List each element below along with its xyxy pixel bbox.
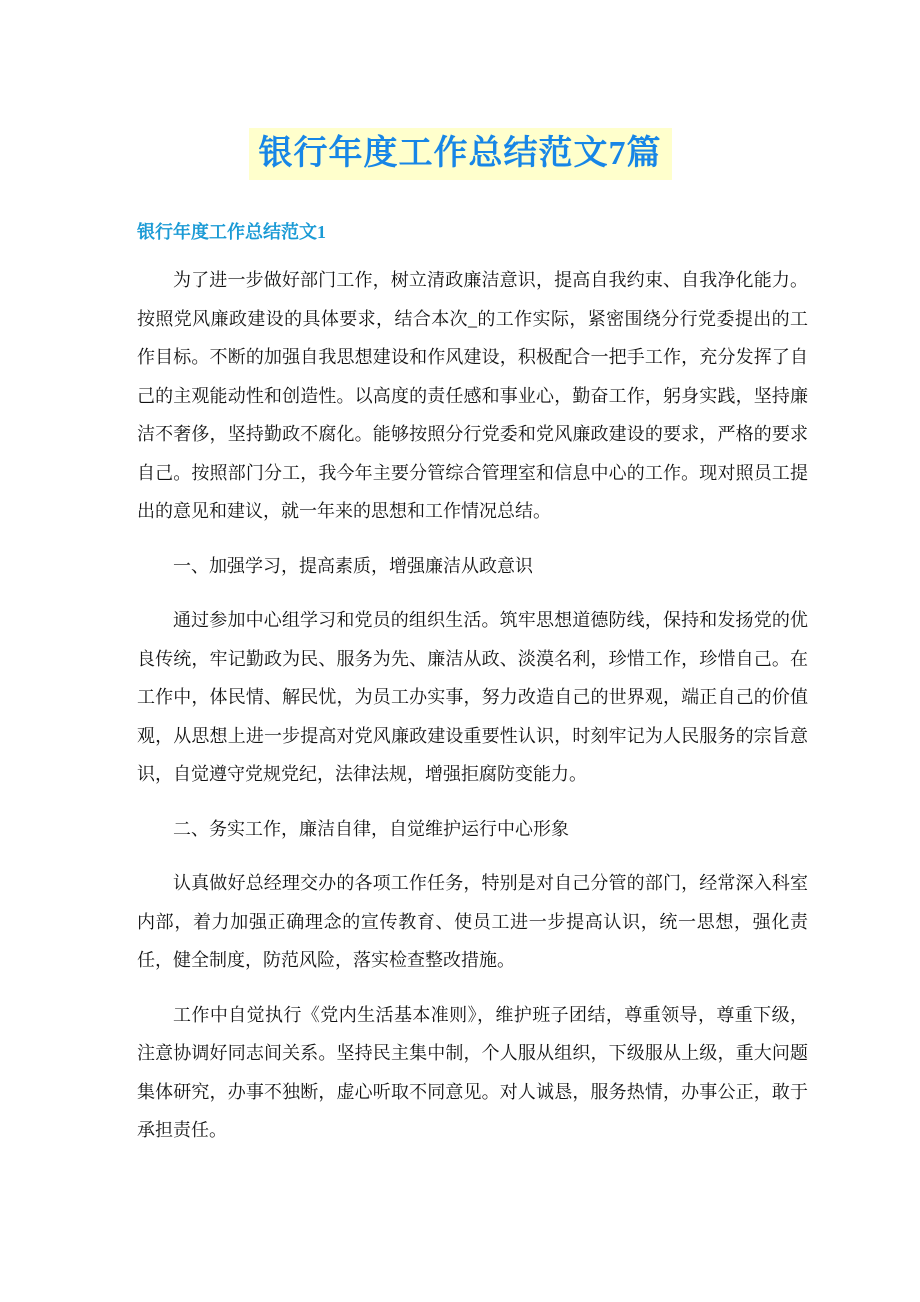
section-heading: 一、加强学习，提高素质，增强廉洁从政意识: [173, 555, 533, 576]
document-body: [137, 261, 808, 1150]
body-paragraph: 工作中自觉执行《党内生活基本准则》，维护班子团结，尊重领导，尊重下级，注意协调好同志间关系。坚持民主集中制，个人服从组织，下级服从上级，重大问题集体研究，办事不独断，虚心听取不同意见。对人诚恳，服务热情，办事公正，敢于承担责任。: [137, 1004, 808, 1140]
document-subtitle: 银行年度工作总结范文1: [137, 222, 326, 242]
document-content: [0, 220, 920, 1150]
document-title: 银行年度工作总结范文7篇: [249, 128, 672, 180]
body-paragraph: 通过参加中心组学习和党员的组织生活。筑牢思想道德防线，保持和发扬党的优良传统，牢记勤政为民、服务为先、廉洁从政、淡漠名利，珍惜工作，珍惜自己。在工作中，体民情、解民忧，为员工办实事，努力改造自己的世界观，端正自己的价值观，从思想上进一步提高对党风廉政建设重要性认识，时刻牢记为人民服务的宗旨意识，自觉遵守党规党纪，法律法规，增强拒腐防变能力。: [137, 610, 808, 784]
body-paragraph: 认真做好总经理交办的各项工作任务，特别是对自己分管的部门，经常深入科室内部，着力加强正确理念的宣传教育、使员工进一步提高认识，统一思想，强化责任，健全制度，防范风险，落实检查整改措施。: [137, 873, 808, 970]
document-title-row: [0, 128, 920, 180]
section-heading: 二、务实工作，廉洁自律，自觉维护运行中心形象: [173, 818, 569, 839]
body-paragraph: 为了进一步做好部门工作，树立清政廉洁意识，提高自我约束、自我净化能力。按照党风廉政建设的具体要求，结合本次_的工作实际，紧密围绕分行党委提出的工作目标。不断的加强自我思想建设和作风建设，积极配合一把手工作，充分发挥了自己的主观能动性和创造性。以高度的责任感和事业心，勤奋工作，躬身实践，坚持廉洁不奢侈，坚持勤政不腐化。能够按照分行党委和党风廉政建设的要求，严格的要求自己。按照部门分工，我今年主要分管综合管理室和信息中心的工作。现对照员工提出的意见和建议，就一年来的思想和工作情况总结。: [137, 270, 808, 521]
